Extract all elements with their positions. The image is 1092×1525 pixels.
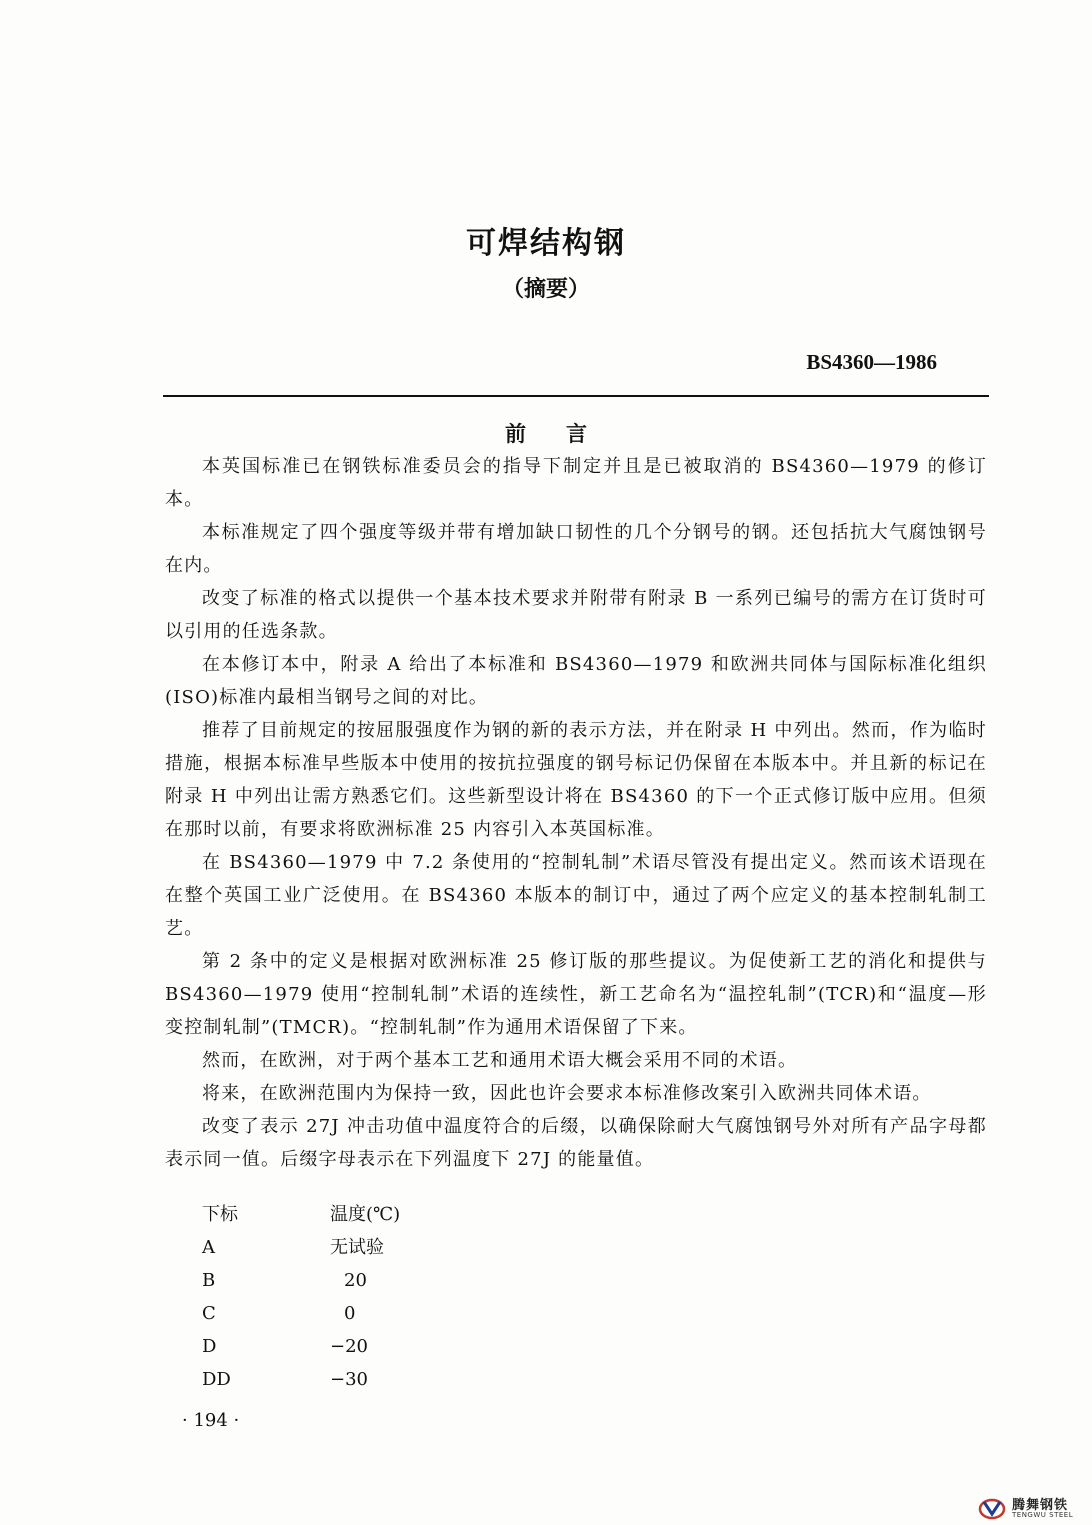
paragraph: 推荐了目前规定的按屈服强度作为钢的新的表示方法，并在附录 H 中列出。然而，作为临时措施，根据本标准早些版本中使用的按抗拉强度的钢号标记仍保留在本版本中。并且新的标记在附录 H 中列出让需方熟悉它们。这些新型设计将在 BS4360 的下一个正式修订版中应用。但须在那时以前，有要求将欧洲标准 25 内容引入本英国标准。 xyxy=(165,720,987,840)
table-row xyxy=(202,1264,484,1297)
table-cell: A xyxy=(202,1237,215,1258)
paragraph: 将来，在欧洲范围内为保持一致，因此也许会要求本标准修改案引入欧洲共同体术语。 xyxy=(202,1083,932,1104)
standard-code: BS4360—1986 xyxy=(806,350,937,374)
table-row xyxy=(202,1297,484,1330)
temperature-table xyxy=(202,1198,484,1396)
table-cell: 无试验 xyxy=(330,1237,384,1258)
watermark-name-cn: 腾舞钢铁 xyxy=(1012,1498,1069,1513)
document-subtitle: （摘要） xyxy=(501,277,590,302)
table-cell: 0 xyxy=(344,1303,356,1324)
page-number: · 194 · xyxy=(182,1410,240,1431)
table-row xyxy=(202,1363,484,1396)
table-row xyxy=(202,1330,484,1363)
paragraph: 第 2 条中的定义是根据对欧洲标准 25 修订版的那些提议。为促使新工艺的消化和提供与 BS4360—1979 使用“控制轧制”术语的连续性，新工艺命名为“温控轧制”(TCR)和“温度—形变控制轧制”(TMCR)。“控制轧制”作为通用术语保留了下来。 xyxy=(165,951,987,1038)
table-cell: B xyxy=(202,1270,216,1291)
logo-mark-icon xyxy=(978,1494,1006,1522)
table-row xyxy=(202,1231,484,1264)
paragraph: 在 BS4360—1979 中 7.2 条使用的“控制轧制”术语尽管没有提出定义。然而该术语现在在整个英国工业广泛使用。在 BS4360 本版本的制订中，通过了两个应定义的基本控制轧制工艺。 xyxy=(165,852,987,939)
table-header-temperature: 温度(℃) xyxy=(330,1204,401,1225)
paragraph: 然而，在欧洲，对于两个基本工艺和通用术语大概会采用不同的术语。 xyxy=(202,1050,798,1071)
paragraph: 在本修订本中，附录 A 给出了本标准和 BS4360—1979 和欧洲共同体与国际标准化组织(ISO)标准内最相当钢号之间的对比。 xyxy=(165,654,987,708)
watermark-name-en: TENGWU STEEL xyxy=(1012,1511,1074,1519)
section-heading: 前言 xyxy=(505,422,627,446)
table-cell: DD xyxy=(202,1369,231,1390)
paragraph: 改变了标准的格式以提供一个基本技术要求并附带有附录 B 一系列已编号的需方在订货时可以引用的任选条款。 xyxy=(165,588,987,642)
table-header-subscript: 下标 xyxy=(202,1204,238,1225)
paragraph: 本英国标准已在钢铁标准委员会的指导下制定并且是已被取消的 BS4360—1979 的修订本。 xyxy=(165,456,987,510)
table-cell: 20 xyxy=(344,1270,367,1291)
table-cell: C xyxy=(202,1303,216,1324)
table-cell: −20 xyxy=(330,1336,368,1357)
table-cell: −30 xyxy=(330,1369,368,1390)
document-title: 可焊结构钢 xyxy=(466,226,626,261)
table-cell: D xyxy=(202,1336,217,1357)
body-text xyxy=(165,450,987,1176)
table-header-row xyxy=(202,1198,484,1231)
header-rule xyxy=(163,395,989,397)
paragraph: 本标准规定了四个强度等级并带有增加缺口韧性的几个分钢号的钢。还包括抗大气腐蚀钢号在内。 xyxy=(165,522,987,576)
paragraph: 改变了表示 27J 冲击功值中温度符合的后缀，以确保除耐大气腐蚀钢号外对所有产品字母都表示同一值。后缀字母表示在下列温度下 27J 的能量值。 xyxy=(165,1116,987,1170)
watermark-logo xyxy=(978,1494,1090,1522)
